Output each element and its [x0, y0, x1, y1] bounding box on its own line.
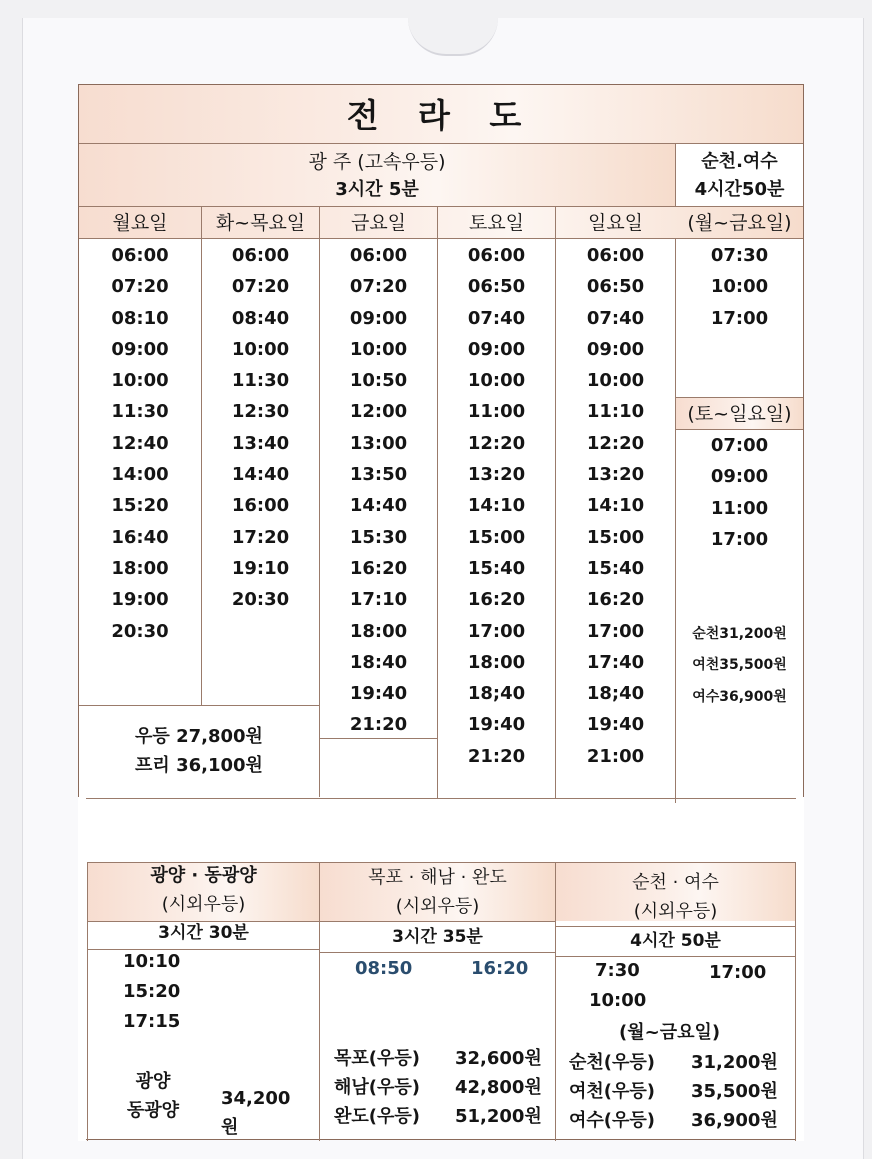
time-cell: 14:40	[231, 464, 290, 486]
gwangyang-duration: 3시간 30분	[158, 923, 249, 943]
suncheon-time-3: 10:00	[589, 990, 647, 1011]
time-cell: 15:40	[586, 557, 645, 579]
fare-price: 31,200원	[691, 1052, 778, 1073]
fare-place: 여수(우등)	[569, 1110, 656, 1131]
fare-cell: 여수36,900원	[692, 688, 787, 705]
time-cell: 17:20	[231, 526, 290, 548]
gwangyang-fare-places	[113, 1067, 193, 1125]
fare-place: 여천(우등)	[569, 1081, 656, 1102]
time-cell: 11:30	[111, 401, 169, 423]
gwangyang-fare: 34,200원	[221, 1088, 291, 1138]
time-cell: 18:00	[349, 620, 408, 642]
time-cell: 09:00	[467, 338, 526, 360]
rule	[555, 956, 795, 957]
time-cell: 20:30	[231, 589, 290, 611]
time-cell: 19:10	[231, 557, 290, 579]
time-cell: 10:00	[231, 338, 290, 360]
time-cell: 07:20	[231, 276, 290, 298]
time-cell: 08:10	[111, 307, 169, 329]
fare-price: 42,800원	[455, 1077, 542, 1098]
time-cell: 18:40	[349, 651, 408, 673]
time-cell: 18;40	[586, 683, 645, 705]
fare-place: 목포(우등)	[334, 1048, 421, 1069]
time-cell: 21:20	[467, 745, 526, 767]
time-cell: 07:40	[467, 307, 526, 329]
gwangyang-type: (시외우등)	[161, 894, 246, 915]
time-cell: 11:10	[586, 401, 645, 423]
time-cell: 07:00	[710, 435, 769, 456]
time-cell: 12:20	[467, 432, 526, 454]
gwangyang-route-name: 광양 · 동광양	[150, 865, 257, 886]
gwangyang-times	[123, 947, 223, 1037]
time-cell: 15:00	[586, 526, 645, 548]
time-cell: 13:50	[349, 464, 408, 486]
time-cell: 19:40	[467, 714, 526, 736]
time-cell: 16:20	[586, 589, 645, 611]
time-cell: 19:40	[349, 683, 408, 705]
fare-price: 32,600원	[455, 1048, 542, 1069]
time-cell: 17:15	[123, 1011, 181, 1032]
day-header-fri: 금요일	[350, 212, 407, 234]
suncheon-yeosu-route-name: 순천.여수	[701, 151, 778, 172]
suncheon-days-label: (월~금요일)	[619, 1022, 721, 1043]
time-cell: 06:50	[586, 276, 645, 298]
rule	[79, 238, 803, 239]
suncheon-time-2: 17:00	[709, 962, 767, 983]
suncheon-fare-prices	[691, 1048, 781, 1135]
time-cell: 21:20	[349, 714, 408, 736]
time-cell: 17:40	[586, 651, 645, 673]
time-cell: 10:50	[349, 370, 408, 392]
time-cell: 06:50	[467, 276, 526, 298]
time-cell: 09:00	[111, 338, 169, 360]
time-cell: 12:00	[349, 401, 408, 423]
rule	[319, 738, 437, 739]
time-cell: 06:00	[349, 245, 408, 266]
gwangju-fares	[79, 722, 319, 780]
fare-place: 순천(우등)	[569, 1052, 656, 1073]
fare-price: 51,200원	[455, 1106, 542, 1127]
gwangju-duration: 3시간 5분	[335, 179, 419, 200]
suncheon-weekend-times	[676, 430, 803, 555]
time-cell: 21:00	[586, 745, 645, 767]
fare-place: 완도(우등)	[334, 1106, 421, 1127]
fare-cell: 여천35,500원	[692, 657, 787, 674]
mokpo-route-name: 목포 · 해남 · 완도	[368, 867, 507, 888]
time-cell: 14:10	[586, 495, 645, 517]
time-cell: 17:00	[710, 307, 769, 329]
time-cell: 16:40	[111, 526, 169, 548]
timetable	[78, 84, 804, 1140]
time-cell: 15:30	[349, 526, 408, 548]
time-cell: 07:20	[349, 276, 408, 298]
mokpo-fare-places	[334, 1044, 434, 1131]
time-cell: 10:00	[586, 370, 645, 392]
blank	[78, 797, 86, 1141]
time-cell: 09:00	[349, 307, 408, 329]
time-cell: 10:00	[710, 276, 769, 298]
mokpo-fare-prices	[455, 1044, 545, 1131]
time-cell: 14:10	[467, 495, 526, 517]
suncheon-type: (시외우등)	[633, 901, 718, 922]
suncheon-weekday-times	[676, 240, 803, 334]
time-cell: 06:00	[111, 245, 169, 266]
time-cell: 16:20	[467, 589, 526, 611]
fare-premium: 우등 27,800원	[135, 726, 263, 747]
suncheon-fare-places	[569, 1048, 669, 1135]
time-cell: 15:20	[111, 495, 169, 517]
day-header-mon: 월요일	[112, 212, 168, 234]
rule	[79, 705, 319, 706]
time-cell: 12:30	[231, 401, 290, 423]
time-cell: 18:00	[467, 651, 526, 673]
mokpo-time-1: 08:50	[355, 958, 413, 979]
gwangju-route-name: 광 주 (고속우등)	[308, 151, 446, 173]
fare-cell: 순천31,200원	[692, 626, 787, 642]
time-cell: 07:40	[586, 307, 645, 329]
mokpo-time-2: 16:20	[471, 958, 529, 979]
fare-free: 프리 36,100원	[135, 755, 263, 776]
weekend-label: (토~일요일)	[687, 403, 792, 425]
time-cell: 13:00	[349, 432, 408, 454]
rule	[79, 798, 803, 799]
time-cell: 10:00	[111, 370, 169, 392]
fri-times	[320, 240, 437, 741]
time-cell: 17:10	[349, 589, 408, 611]
day-header-sun: 일요일	[587, 212, 644, 234]
time-cell: 11:00	[467, 401, 526, 423]
time-cell: 20:30	[111, 620, 169, 642]
time-cell: 18:00	[111, 557, 169, 579]
rule	[319, 921, 555, 922]
tue-thu-times	[202, 240, 319, 616]
time-cell: 19:40	[586, 714, 645, 736]
time-cell: 15:20	[123, 981, 181, 1002]
mon-times	[79, 240, 201, 647]
time-cell: 17:00	[710, 528, 769, 550]
suncheon-time-1: 7:30	[595, 960, 640, 981]
blank	[796, 797, 804, 1141]
time-cell: 19:00	[111, 589, 169, 611]
time-cell: 14:00	[111, 464, 169, 486]
time-cell: 10:10	[123, 951, 181, 972]
time-cell: 13:20	[467, 464, 526, 486]
time-cell: 09:00	[710, 466, 769, 488]
time-cell: 16:00	[231, 495, 290, 517]
fare-price: 36,900원	[691, 1110, 778, 1131]
suncheon-fares	[676, 619, 803, 713]
time-cell: 06:00	[586, 245, 645, 266]
weekday-label: (월~금요일)	[687, 212, 792, 234]
mokpo-duration: 3시간 35분	[392, 927, 483, 947]
time-cell: 11:30	[231, 370, 290, 392]
rule	[319, 952, 555, 953]
fare-place: 해남(우등)	[334, 1077, 421, 1098]
time-cell: 13:40	[231, 432, 290, 454]
time-cell: 12:20	[586, 432, 645, 454]
fare-price: 35,500원	[691, 1081, 778, 1102]
time-cell: 11:00	[710, 497, 769, 519]
fare-place: 동광양	[126, 1100, 180, 1121]
time-cell: 06:00	[467, 245, 526, 266]
day-header-sat: 토요일	[468, 212, 525, 234]
time-cell: 15:40	[467, 557, 526, 579]
suncheon-duration: 4시간 50분	[630, 931, 721, 951]
mokpo-type: (시외우등)	[395, 896, 480, 917]
rule	[795, 862, 796, 1141]
time-cell: 07:30	[710, 245, 769, 266]
time-cell: 12:40	[111, 432, 169, 454]
time-cell: 15:00	[467, 526, 526, 548]
day-header-tue-thu: 화~목요일	[215, 212, 306, 234]
time-cell: 08:40	[231, 307, 290, 329]
sleeve-notch	[408, 18, 498, 56]
time-cell: 13:20	[586, 464, 645, 486]
time-cell: 07:20	[111, 276, 169, 298]
fare-place: 광양	[135, 1071, 171, 1092]
time-cell: 17:00	[586, 620, 645, 642]
time-cell: 09:00	[586, 338, 645, 360]
time-cell: 14:40	[349, 495, 408, 517]
time-cell: 10:00	[467, 370, 526, 392]
time-cell: 16:20	[349, 557, 408, 579]
suncheon-route-name: 순천 · 여수	[632, 872, 719, 893]
time-cell: 17:00	[467, 620, 526, 642]
page-title: 전 라 도	[346, 96, 536, 135]
sun-times	[556, 240, 675, 772]
time-cell: 06:00	[231, 245, 290, 266]
time-cell: 10:00	[349, 338, 408, 360]
time-cell: 18;40	[467, 683, 526, 705]
sat-times	[438, 240, 555, 772]
suncheon-yeosu-duration: 4시간50분	[694, 179, 785, 200]
